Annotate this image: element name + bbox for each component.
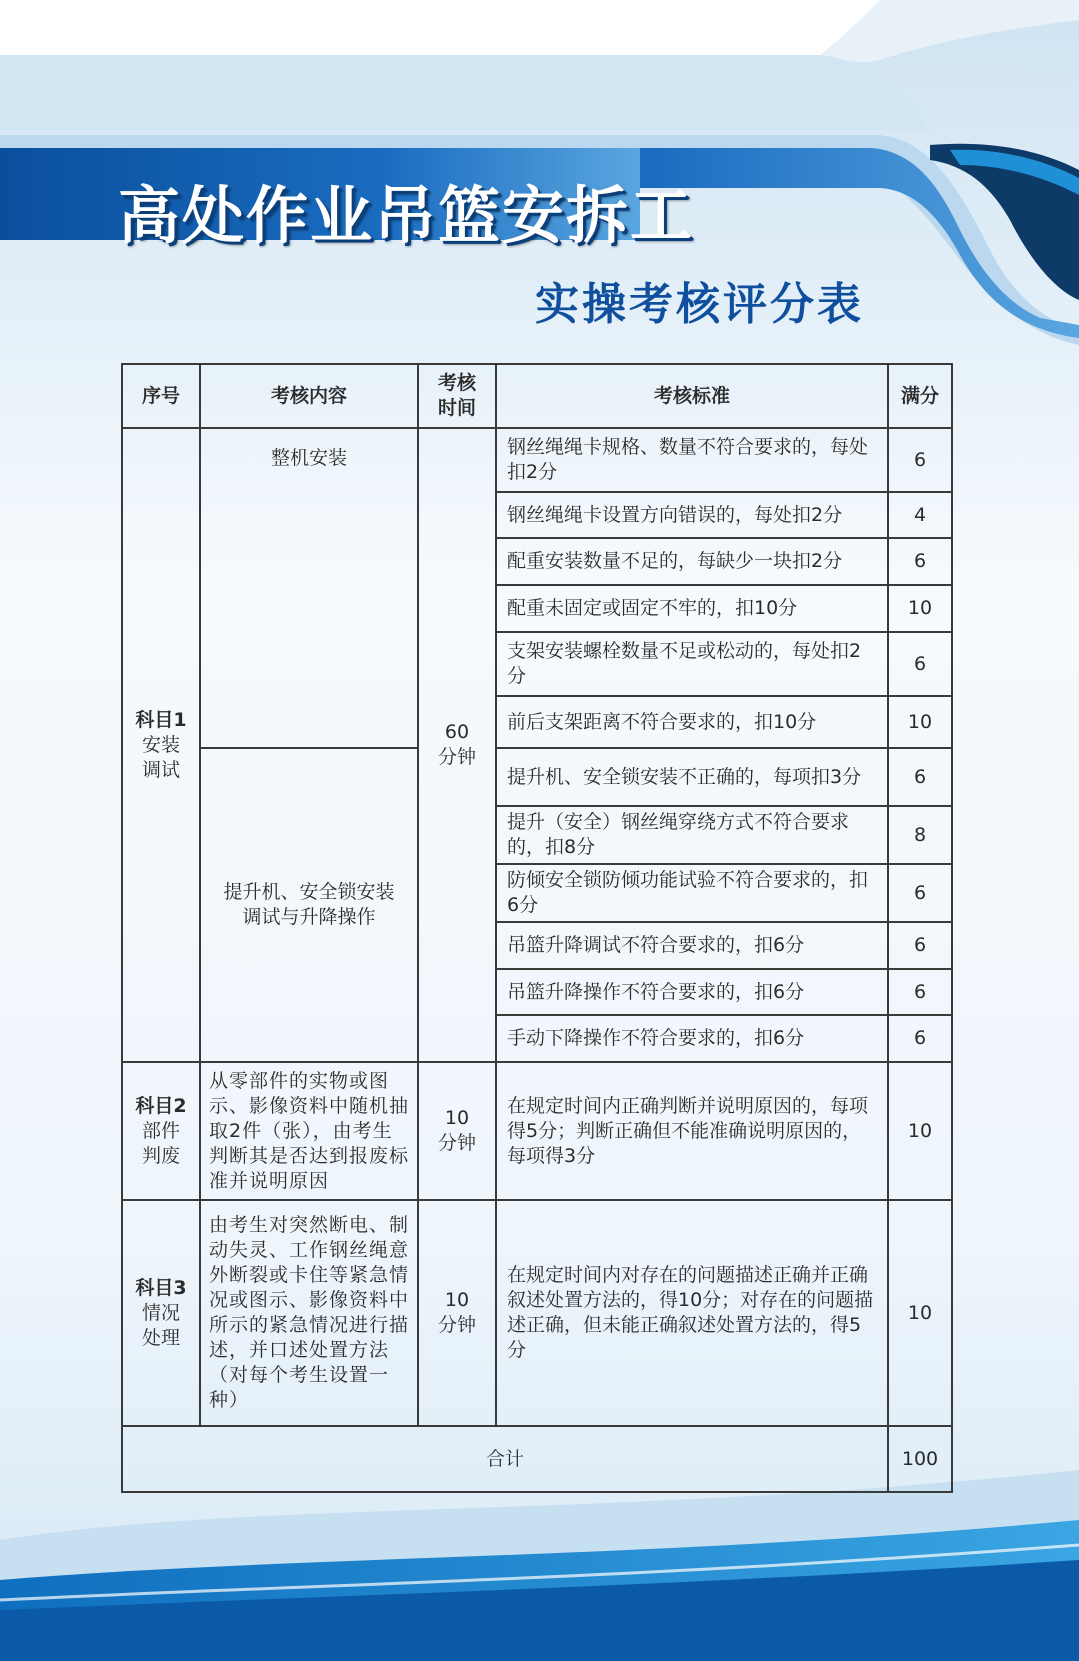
total-row [122,1426,952,1492]
criterion-cell: 手动下降操作不符合要求的，扣6分 [496,1015,888,1062]
score-cell: 4 [888,492,952,538]
subject3-name: 情况处理 [141,1301,180,1349]
subject2-score: 10 [888,1062,952,1200]
subject3-time [418,1200,496,1426]
score-cell: 10 [888,585,952,632]
score-cell: 6 [888,922,952,969]
header-time-label: 考核时间 [437,372,476,419]
page-subtitle: 实操考核评分表 [535,279,864,330]
score-cell: 6 [888,969,952,1015]
criterion-cell: 配重未固定或固定不牢的，扣10分 [496,585,888,632]
table-row [122,428,952,492]
subject3-cell [122,1200,200,1426]
criterion-cell: 防倾安全锁防倾功能试验不符合要求的，扣6分 [496,864,888,922]
subject3-code: 科目3 [135,1276,187,1299]
subject1-content-a: 整机安装 [200,428,418,748]
subject3-content: 由考生对突然断电、制动失灵、工作钢丝绳意外断裂或卡住等紧急情况或图示、影像资料中所示的紧急情况进行描述，并口述处置方法（对每个考生设置一种） [200,1200,418,1426]
criterion-cell: 前后支架距离不符合要求的，扣10分 [496,696,888,748]
score-cell: 6 [888,748,952,806]
criterion-cell: 钢丝绳绳卡规格、数量不符合要求的，每处扣2分 [496,428,888,492]
score-cell: 6 [888,428,952,492]
header-seq: 序号 [122,364,200,428]
score-cell: 10 [888,696,952,748]
table-row [122,1062,952,1200]
criterion-cell: 吊篮升降调试不符合要求的，扣6分 [496,922,888,969]
subject2-code: 科目2 [135,1094,187,1117]
subject1-code: 科目1 [135,708,187,731]
subject1-name: 安装调试 [141,733,180,781]
subject2-time-label: 10分钟 [437,1107,476,1154]
header-time [418,364,496,428]
score-cell: 8 [888,806,952,864]
header-content: 考核内容 [200,364,418,428]
header-standard: 考核标准 [496,364,888,428]
criterion-cell: 提升机、安全锁安装不正确的，每项扣3分 [496,748,888,806]
total-score: 100 [888,1426,952,1492]
criterion-cell: 配重安装数量不足的，每缺少一块扣2分 [496,538,888,585]
criterion-cell: 支架安装螺栓数量不足或松动的，每处扣2分 [496,632,888,696]
subject2-cell [122,1062,200,1200]
score-cell: 6 [888,632,952,696]
subject3-score: 10 [888,1200,952,1426]
score-table [121,363,953,1493]
subject1-cell [122,428,200,1062]
subject1-time-label: 60分钟 [437,721,476,768]
criterion-cell: 吊篮升降操作不符合要求的，扣6分 [496,969,888,1015]
criterion-cell: 提升（安全）钢丝绳穿绕方式不符合要求的，扣8分 [496,806,888,864]
subject1-time [418,428,496,1062]
subject2-time [418,1062,496,1200]
total-label: 合计 [122,1426,888,1492]
table-row [122,748,952,806]
page-title: 高处作业吊篮安拆工 [118,179,695,252]
table-row [122,1200,952,1426]
subject2-criterion: 在规定时间内正确判断并说明原因的，每项得5分；判断正确但不能准确说明原因的，每项得3分 [496,1062,888,1200]
score-cell: 6 [888,864,952,922]
subject1-content-b [200,748,418,1062]
criterion-cell: 钢丝绳绳卡设置方向错误的，每处扣2分 [496,492,888,538]
subject2-name: 部件判废 [141,1119,180,1167]
score-cell: 6 [888,1015,952,1062]
header-full: 满分 [888,364,952,428]
table-header-row [122,364,952,428]
subject3-time-label: 10分钟 [437,1289,476,1336]
subject3-criterion: 在规定时间内对存在的问题描述正确并正确叙述处置方法的，得10分；对存在的问题描述正确，但未能正确叙述处置方法的，得5分 [496,1200,888,1426]
subject1-content-b-label: 提升机、安全锁安装调试与升降操作 [223,881,395,928]
score-cell: 6 [888,538,952,585]
subject2-content: 从零部件的实物或图示、影像资料中随机抽取2件（张），由考生判断其是否达到报废标准并说明原因 [200,1062,418,1200]
